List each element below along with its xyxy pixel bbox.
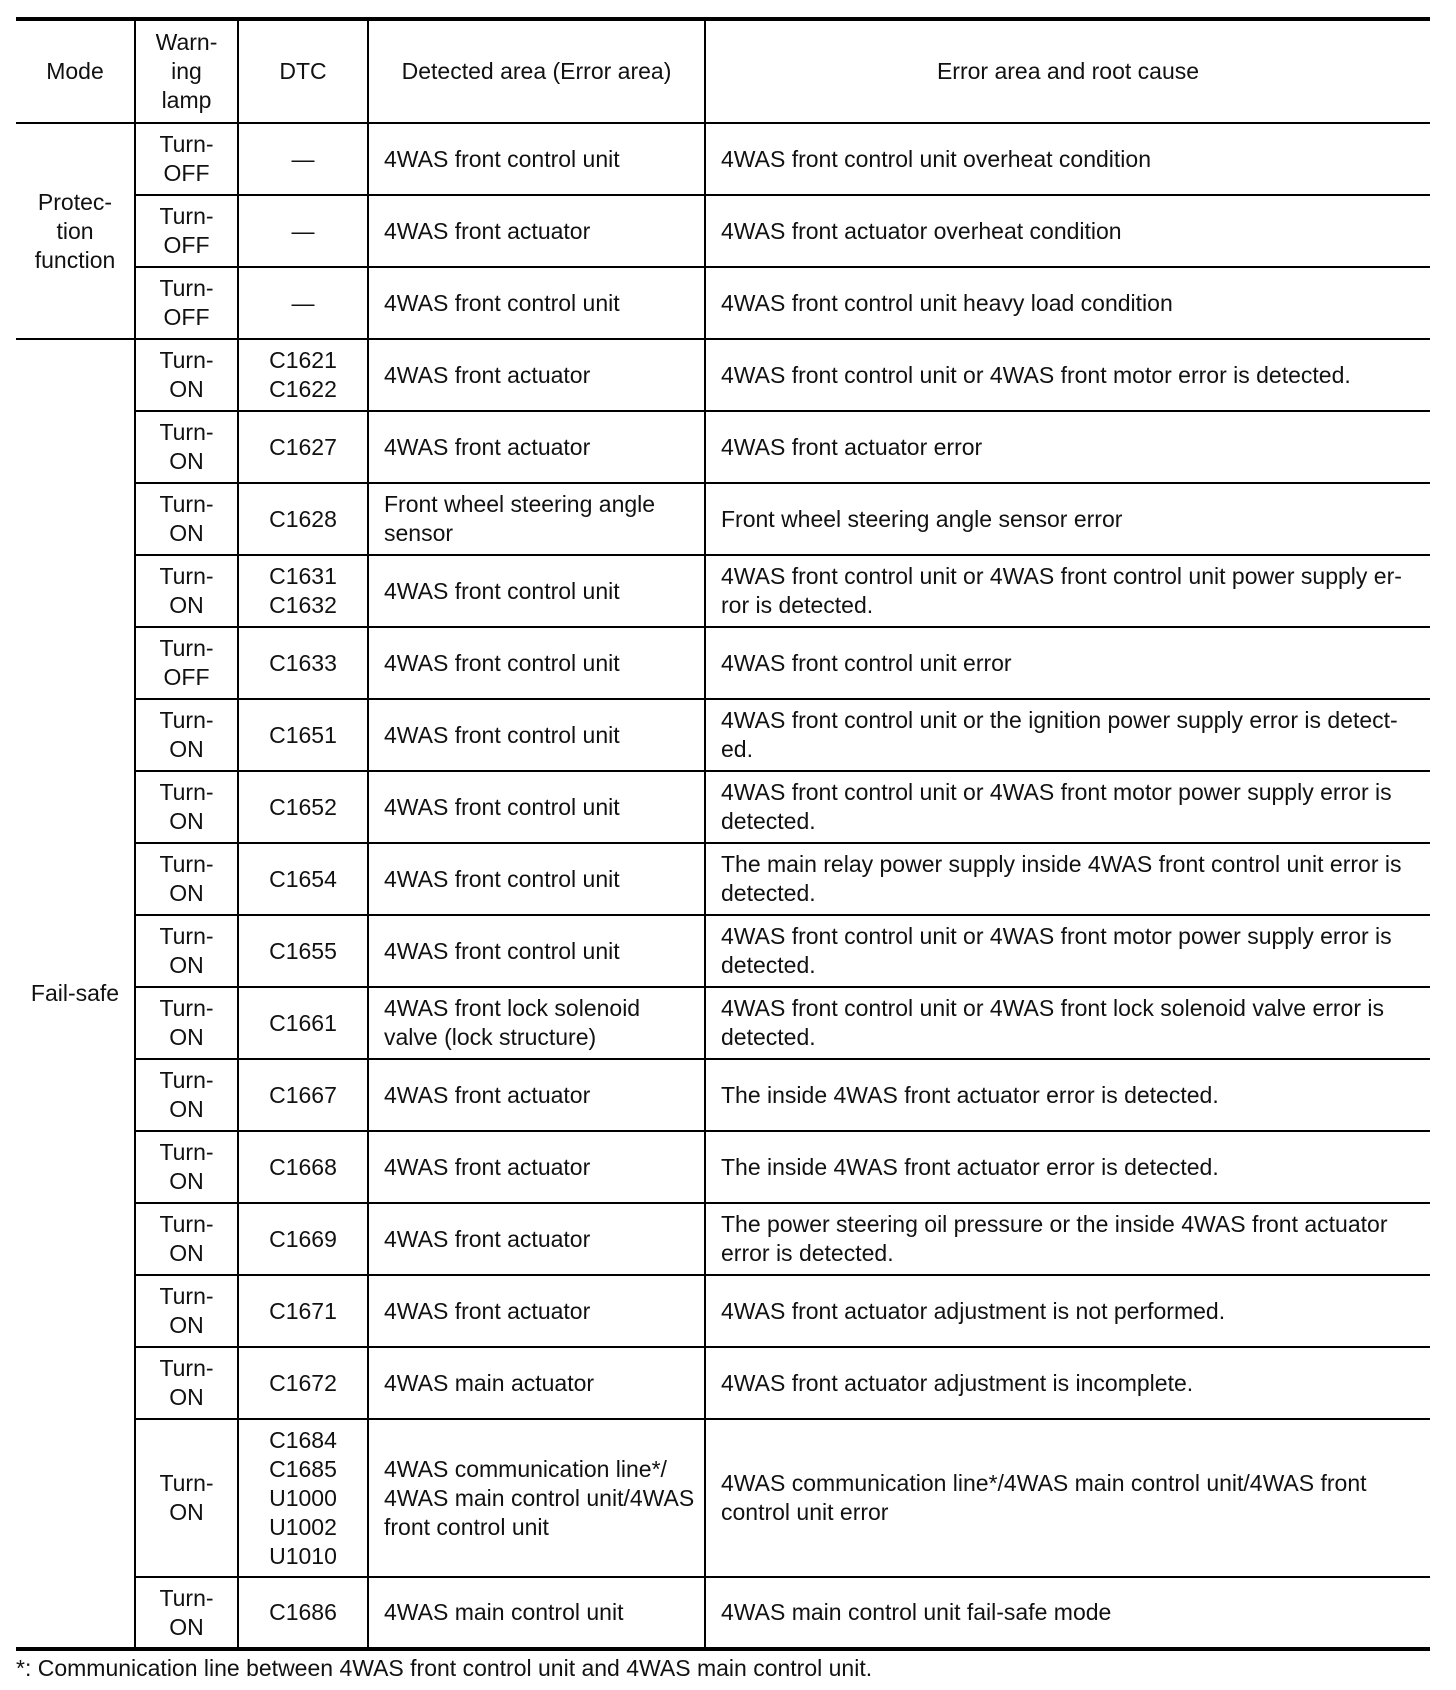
dtc-cell: C1654 bbox=[238, 843, 368, 915]
error-cause-cell: The main relay power supply inside 4WAS front control unit error is detected. bbox=[705, 843, 1430, 915]
dtc-cell: C1668 bbox=[238, 1131, 368, 1203]
warning-lamp-cell: Turn- ON bbox=[135, 483, 238, 555]
footnote: *: Communication line between 4WAS front control unit and 4WAS main control unit. bbox=[16, 1655, 873, 1681]
error-cause-cell: 4WAS front control unit or 4WAS front control unit power supply er- ror is detected. bbox=[705, 555, 1430, 627]
detected-area-cell: Front wheel steering angle sensor bbox=[368, 483, 705, 555]
dtc-cell: C1631 C1632 bbox=[238, 555, 368, 627]
error-cause-cell: The power steering oil pressure or the inside 4WAS front actuator error is detected. bbox=[705, 1203, 1430, 1275]
error-cause-cell: 4WAS front control unit or 4WAS front lock solenoid valve error is detected. bbox=[705, 987, 1430, 1059]
detected-area-cell: 4WAS front actuator bbox=[368, 411, 705, 483]
warning-lamp-cell: Turn- ON bbox=[135, 1203, 238, 1275]
table-row bbox=[16, 339, 1430, 411]
error-cause-cell: 4WAS front control unit error bbox=[705, 627, 1430, 699]
table-row bbox=[16, 1203, 1430, 1275]
dtc-cell: C1651 bbox=[238, 699, 368, 771]
table-row bbox=[16, 267, 1430, 339]
header-warning-lamp: Warn- ing lamp bbox=[135, 19, 238, 123]
table-row bbox=[16, 483, 1430, 555]
error-cause-cell: The inside 4WAS front actuator error is detected. bbox=[705, 1131, 1430, 1203]
table-row bbox=[16, 699, 1430, 771]
table-row bbox=[16, 915, 1430, 987]
table-row bbox=[16, 123, 1430, 195]
detected-area-cell: 4WAS front control unit bbox=[368, 123, 705, 195]
warning-lamp-cell: Turn- ON bbox=[135, 771, 238, 843]
mode-protection-function: Protec- tion function bbox=[16, 123, 135, 339]
detected-area-cell: 4WAS front actuator bbox=[368, 1131, 705, 1203]
warning-lamp-cell: Turn- ON bbox=[135, 1275, 238, 1347]
error-cause-cell: 4WAS front control unit or 4WAS front motor error is detected. bbox=[705, 339, 1430, 411]
detected-area-cell: 4WAS front control unit bbox=[368, 267, 705, 339]
error-cause-cell: 4WAS main control unit fail-safe mode bbox=[705, 1577, 1430, 1649]
warning-lamp-cell: Turn- OFF bbox=[135, 627, 238, 699]
header-detected-area: Detected area (Error area) bbox=[368, 19, 705, 123]
table-row bbox=[16, 1419, 1430, 1577]
dtc-cell: — bbox=[238, 195, 368, 267]
warning-lamp-cell: Turn- ON bbox=[135, 1577, 238, 1649]
warning-lamp-cell: Turn- ON bbox=[135, 987, 238, 1059]
warning-lamp-cell: Turn- ON bbox=[135, 555, 238, 627]
dtc-cell: C1661 bbox=[238, 987, 368, 1059]
table-row bbox=[16, 1059, 1430, 1131]
table-row bbox=[16, 195, 1430, 267]
header-dtc: DTC bbox=[238, 19, 368, 123]
error-cause-cell: 4WAS front control unit or 4WAS front motor power supply error is detected. bbox=[705, 771, 1430, 843]
dtc-cell: — bbox=[238, 267, 368, 339]
detected-area-cell: 4WAS front actuator bbox=[368, 1059, 705, 1131]
detected-area-cell: 4WAS front control unit bbox=[368, 555, 705, 627]
detected-area-cell: 4WAS front actuator bbox=[368, 1203, 705, 1275]
dtc-cell: C1684 C1685 U1000 U1002 U1010 bbox=[238, 1419, 368, 1577]
mode-fail-safe: Fail-safe bbox=[16, 339, 135, 1649]
error-cause-cell: 4WAS front actuator adjustment is incomplete. bbox=[705, 1347, 1430, 1419]
error-cause-cell: 4WAS front control unit or the ignition power supply error is detect- ed. bbox=[705, 699, 1430, 771]
error-cause-cell: 4WAS front actuator overheat condition bbox=[705, 195, 1430, 267]
detected-area-cell: 4WAS front control unit bbox=[368, 699, 705, 771]
dtc-cell: C1652 bbox=[238, 771, 368, 843]
dtc-cell: C1633 bbox=[238, 627, 368, 699]
header-error-cause: Error area and root cause bbox=[705, 19, 1430, 123]
dtc-cell: — bbox=[238, 123, 368, 195]
warning-lamp-cell: Turn- ON bbox=[135, 915, 238, 987]
dtc-cell: C1621 C1622 bbox=[238, 339, 368, 411]
dtc-cell: C1671 bbox=[238, 1275, 368, 1347]
table-row bbox=[16, 1275, 1430, 1347]
dtc-cell: C1655 bbox=[238, 915, 368, 987]
warning-lamp-cell: Turn- ON bbox=[135, 843, 238, 915]
dtc-cell: C1627 bbox=[238, 411, 368, 483]
table-row bbox=[16, 627, 1430, 699]
warning-lamp-cell: Turn- ON bbox=[135, 1131, 238, 1203]
table-row bbox=[16, 843, 1430, 915]
detected-area-cell: 4WAS front actuator bbox=[368, 195, 705, 267]
detected-area-cell: 4WAS front control unit bbox=[368, 843, 705, 915]
dtc-cell: C1669 bbox=[238, 1203, 368, 1275]
error-cause-cell: 4WAS front control unit overheat condition bbox=[705, 123, 1430, 195]
header-mode: Mode bbox=[16, 19, 135, 123]
error-cause-cell: 4WAS communication line*/4WAS main control unit/4WAS front control unit error bbox=[705, 1419, 1430, 1577]
table-row bbox=[16, 771, 1430, 843]
table-row bbox=[16, 1577, 1430, 1649]
dtc-cell: C1672 bbox=[238, 1347, 368, 1419]
detected-area-cell: 4WAS front control unit bbox=[368, 627, 705, 699]
warning-lamp-cell: Turn- ON bbox=[135, 699, 238, 771]
error-cause-cell: Front wheel steering angle sensor error bbox=[705, 483, 1430, 555]
dtc-cell: C1667 bbox=[238, 1059, 368, 1131]
error-cause-cell: 4WAS front control unit or 4WAS front motor power supply error is detected. bbox=[705, 915, 1430, 987]
table-row bbox=[16, 1347, 1430, 1419]
detected-area-cell: 4WAS front control unit bbox=[368, 771, 705, 843]
warning-lamp-cell: Turn- OFF bbox=[135, 123, 238, 195]
warning-lamp-cell: Turn- ON bbox=[135, 1059, 238, 1131]
detected-area-cell: 4WAS front lock solenoid valve (lock structure) bbox=[368, 987, 705, 1059]
detected-area-cell: 4WAS front actuator bbox=[368, 1275, 705, 1347]
table-row bbox=[16, 987, 1430, 1059]
detected-area-cell: 4WAS main actuator bbox=[368, 1347, 705, 1419]
table-row bbox=[16, 1131, 1430, 1203]
dtc-table bbox=[16, 17, 1430, 1651]
warning-lamp-cell: Turn- ON bbox=[135, 339, 238, 411]
warning-lamp-cell: Turn- OFF bbox=[135, 195, 238, 267]
header-row bbox=[16, 19, 1430, 123]
detected-area-cell: 4WAS front actuator bbox=[368, 339, 705, 411]
error-cause-cell: 4WAS front control unit heavy load condition bbox=[705, 267, 1430, 339]
table-row bbox=[16, 411, 1430, 483]
warning-lamp-cell: Turn- ON bbox=[135, 411, 238, 483]
error-cause-cell: The inside 4WAS front actuator error is detected. bbox=[705, 1059, 1430, 1131]
detected-area-cell: 4WAS front control unit bbox=[368, 915, 705, 987]
dtc-cell: C1628 bbox=[238, 483, 368, 555]
detected-area-cell: 4WAS main control unit bbox=[368, 1577, 705, 1649]
error-cause-cell: 4WAS front actuator adjustment is not performed. bbox=[705, 1275, 1430, 1347]
detected-area-cell: 4WAS communication line*/ 4WAS main control unit/4WAS front control unit bbox=[368, 1419, 705, 1577]
error-cause-cell: 4WAS front actuator error bbox=[705, 411, 1430, 483]
warning-lamp-cell: Turn- ON bbox=[135, 1347, 238, 1419]
warning-lamp-cell: Turn- ON bbox=[135, 1419, 238, 1577]
table-row bbox=[16, 555, 1430, 627]
dtc-cell: C1686 bbox=[238, 1577, 368, 1649]
warning-lamp-cell: Turn- OFF bbox=[135, 267, 238, 339]
